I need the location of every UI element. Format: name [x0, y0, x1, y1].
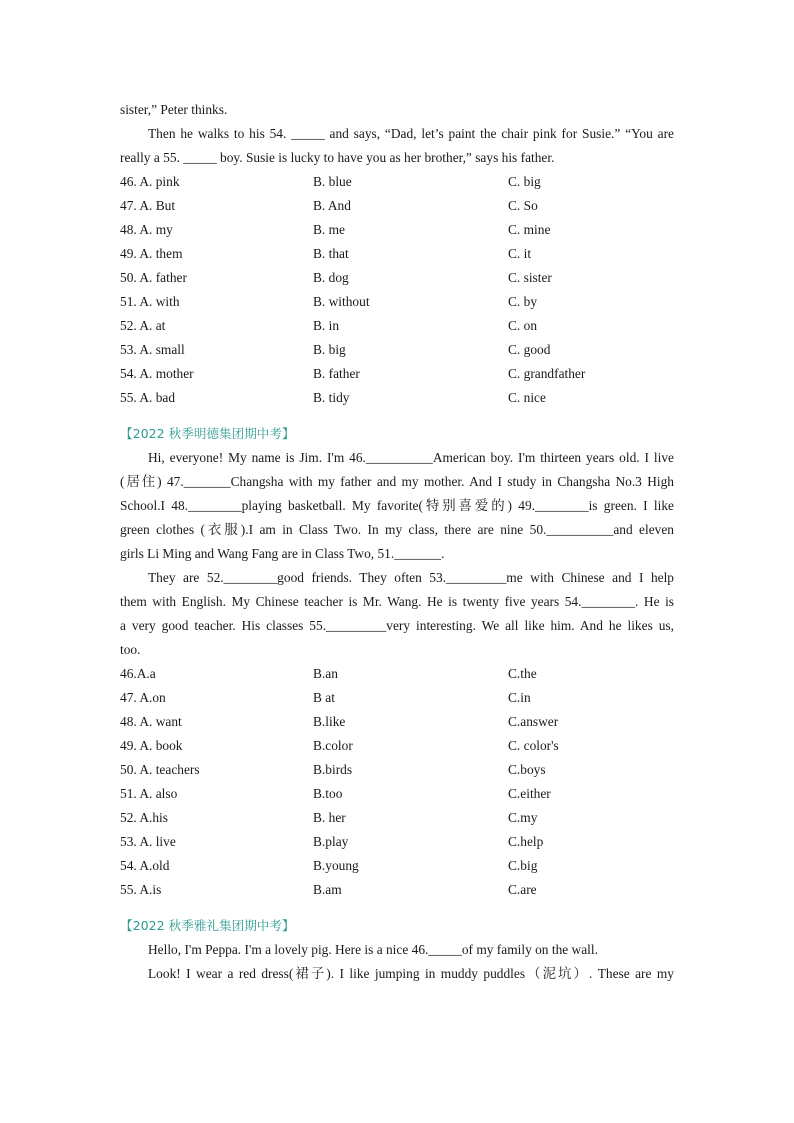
option-b: B.an	[313, 666, 338, 681]
option-row	[120, 734, 674, 758]
passage-line: Look! I wear a red dress(裙子). I like jumping in muddy puddles（泥坑）. These are my	[148, 966, 674, 981]
option-b: B. me	[313, 222, 345, 237]
passage-line: Hello, I'm Peppa. I'm a lovely pig. Here is a nice 46._____of my family on the wall.	[148, 942, 598, 957]
option-a: 51. A. also	[120, 786, 178, 801]
option-c: C. by	[508, 294, 538, 309]
option-a: 50. A. teachers	[120, 762, 200, 777]
option-c: C.my	[508, 810, 538, 825]
option-row	[120, 854, 674, 878]
option-b: B. dog	[313, 270, 349, 285]
option-b: B. big	[313, 342, 346, 357]
option-a: 48. A. my	[120, 222, 173, 237]
option-row	[120, 878, 674, 902]
option-row	[120, 266, 674, 290]
document-page	[120, 98, 674, 986]
option-b: B.am	[313, 882, 342, 897]
option-row	[120, 686, 674, 710]
option-a: 54. A. mother	[120, 366, 194, 381]
option-a: 46.A.a	[120, 666, 156, 681]
option-b: B.like	[313, 714, 346, 729]
option-c: C. good	[508, 342, 551, 357]
option-row	[120, 194, 674, 218]
option-c: C. sister	[508, 270, 552, 285]
option-b: B. without	[313, 294, 370, 309]
passage-line: them with English. My Chinese teacher is Mr. Wang. He is twenty five years 54.________. He is	[120, 594, 674, 609]
options-list	[120, 662, 674, 902]
option-c: C. grandfather	[508, 366, 586, 381]
option-c: C.are	[508, 882, 537, 897]
option-c: C. nice	[508, 390, 546, 405]
option-row	[120, 170, 674, 194]
option-c: C. color's	[508, 738, 559, 753]
option-c: C.boys	[508, 762, 546, 777]
option-c: C.either	[508, 786, 551, 801]
option-b: B.color	[313, 738, 353, 753]
passage-line: sister,” Peter thinks.	[120, 102, 228, 117]
option-c: C. mine	[508, 222, 551, 237]
section-header: 【2022 秋季雅礼集团期中考】	[120, 918, 295, 933]
option-row	[120, 710, 674, 734]
option-row	[120, 314, 674, 338]
option-row	[120, 386, 674, 410]
option-row	[120, 662, 674, 686]
passage-line: too.	[120, 642, 141, 657]
passage-line: a very good teacher. His classes 55._________very interesting. We all like him. And he likes us,	[120, 618, 674, 633]
option-b: B.play	[313, 834, 349, 849]
option-a: 47. A. But	[120, 198, 176, 213]
passage-line: really a 55. _____ boy. Susie is lucky to have you as her brother,” says his father.	[120, 150, 555, 165]
option-a: 52. A. at	[120, 318, 166, 333]
option-row	[120, 338, 674, 362]
option-row	[120, 362, 674, 386]
option-a: 53. A. live	[120, 834, 176, 849]
section-header: 【2022 秋季明德集团期中考】	[120, 426, 295, 441]
option-a: 49. A. book	[120, 738, 183, 753]
option-c: C.the	[508, 666, 537, 681]
option-b: B. in	[313, 318, 340, 333]
option-row	[120, 758, 674, 782]
option-c: C.help	[508, 834, 544, 849]
option-c: C. big	[508, 174, 541, 189]
option-a: 51. A. with	[120, 294, 180, 309]
passage-line: Hi, everyone! My name is Jim. I'm 46.__________American boy. I'm thirteen years old. I live	[148, 450, 674, 465]
option-a: 52. A.his	[120, 810, 168, 825]
option-b: B. And	[313, 198, 351, 213]
passage-line: green clothes (衣服).I am in Class Two. In my class, there are nine 50.__________and eleven	[120, 522, 674, 537]
option-b: B at	[313, 690, 335, 705]
option-a: 48. A. want	[120, 714, 182, 729]
option-row	[120, 218, 674, 242]
option-b: B. father	[313, 366, 360, 381]
option-c: C.answer	[508, 714, 559, 729]
option-a: 47. A.on	[120, 690, 166, 705]
option-b: B. her	[313, 810, 346, 825]
option-row	[120, 806, 674, 830]
option-row	[120, 830, 674, 854]
options-list	[120, 170, 674, 410]
option-b: B.young	[313, 858, 359, 873]
option-b: B.too	[313, 786, 343, 801]
option-a: 53. A. small	[120, 342, 185, 357]
option-c: C. it	[508, 246, 532, 261]
passage-line: girls Li Ming and Wang Fang are in Class Two, 51._______.	[120, 546, 445, 561]
option-c: C. on	[508, 318, 538, 333]
option-a: 55. A.is	[120, 882, 162, 897]
option-c: C.big	[508, 858, 538, 873]
option-b: B. blue	[313, 174, 352, 189]
passage-line: Then he walks to his 54. _____ and says, “Dad, let’s paint the chair pink for Susie.” “You are	[148, 126, 674, 141]
passage-line: (居住) 47._______Changsha with my father and my mother. And I study in Changsha No.3 High	[120, 474, 674, 489]
option-row	[120, 290, 674, 314]
option-a: 49. A. them	[120, 246, 183, 261]
option-a: 54. A.old	[120, 858, 170, 873]
passage-line: They are 52.________good friends. They often 53._________me with Chinese and I help	[148, 570, 674, 585]
option-c: C. So	[508, 198, 538, 213]
option-a: 50. A. father	[120, 270, 187, 285]
option-row	[120, 242, 674, 266]
option-c: C.in	[508, 690, 531, 705]
passage-line: School.I 48.________playing basketball. My favorite(特别喜爱的) 49.________is green. I like	[120, 498, 674, 513]
option-b: B. tidy	[313, 390, 350, 405]
option-a: 55. A. bad	[120, 390, 176, 405]
option-row	[120, 782, 674, 806]
option-b: B.birds	[313, 762, 353, 777]
option-b: B. that	[313, 246, 349, 261]
option-a: 46. A. pink	[120, 174, 180, 189]
